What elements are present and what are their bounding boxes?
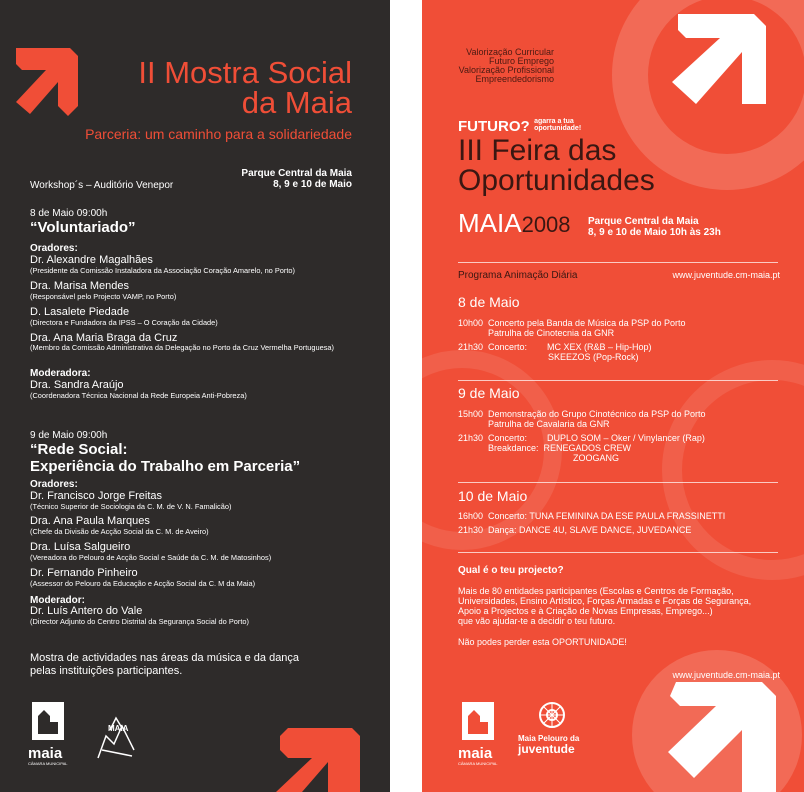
moderator-name: Dra. Sandra Araújo [30,379,124,391]
feira-oportunidades-panel [422,0,804,792]
participants-paragraph: Mais de 80 entidades participantes (Escolas e Centros de Formação, Universidades, Ensino Artístico, Forças Armadas e Forças de Segurança, Apoio a Projectos e à Criação de Novas Empresas, Emprego...) que vão ajudar-te a decidir o teu futuro. [458,586,752,626]
schedule-row: ZOOGANG [488,453,620,463]
feira-venue: Parque Central da Maia 8, 9 e 10 de Maio 10h às 23h [588,216,721,238]
speaker-name: Dr. Fernando Pinheiro [30,567,138,579]
flower-icon [532,700,572,730]
juventude-url-link[interactable]: www.juventude.cm-maia.pt [672,270,780,280]
mostra-maia-logo: MAIA [92,706,142,766]
cta-text: Não podes perder esta OPORTUNIDADE! [458,637,627,647]
workshops-heading: Workshop´s – Auditório Venepor [30,180,174,191]
day3-schedule [458,511,725,535]
maia-municipal-logo: maia CÂMARA MUNICIPAL [28,700,84,766]
program-label: Programa Animação Diária [458,270,578,281]
juventude-url-link-bottom[interactable]: www.juventude.cm-maia.pt [672,670,780,680]
schedule-row: 21h30 Concerto: MC XEX (R&B – Hip-Hop) [458,342,652,352]
speaker-role: (Responsável pelo Projecto VAMP, no Porto) [30,292,177,301]
speaker-role: (Presidente da Comissão Instaladora da Associação Coração Amarelo, no Porto) [30,266,295,275]
day3-title: 10 de Maio [458,488,528,504]
deco-ring [662,360,804,580]
speaker-name: Dr. Alexandre Magalhães [30,254,153,266]
speaker-name: Dra. Luísa Salgueiro [30,541,131,553]
divider [458,482,778,483]
session2-datetime: 9 de Maio 09:00h [30,430,108,441]
speaker-name: Dra. Ana Paula Marques [30,515,150,527]
maia-emblem-icon [458,700,498,742]
speaker-name: Dra. Ana Maria Braga da Cruz [30,332,178,344]
schedule-row: Patrulha de Cavalaria da GNR [488,419,610,429]
schedule-row: 21h30 Concerto: DUPLO SOM – Oker / Vinylancer (Rap) [458,433,705,443]
day1-schedule [458,318,685,362]
session1-moderadora-label: Moderadora: [30,368,91,379]
maia-emblem-icon [28,700,68,742]
maia-municipal-logo: maia CÂMARA MUNICIPAL [458,700,514,766]
speaker-role: (Vereadora do Pelouro de Acção Social e Saúde da C. M. de Matosinhos) [30,553,272,562]
speaker-name: D. Lasalete Piedade [30,306,130,318]
arrow-logo-icon [668,8,788,128]
divider [458,380,778,381]
session1-oradores-label: Oradores: [30,243,78,254]
mostra-subtitle: Parceria: um caminho para a solidariedade [85,126,352,142]
mostra-sketch-icon [92,706,142,766]
session2-oradores-label: Oradores: [30,479,78,490]
speaker-name: Dr. Francisco Jorge Freitas [30,490,163,502]
mostra-title: II Mostra Social da Maia [138,55,352,120]
mostra-venue: Parque Central da Maia 8, 9 e 10 de Maio [241,168,352,190]
feira-title: III Feira das Oportunidades [458,134,655,197]
arrow-bottom-icon [658,674,788,792]
schedule-row: 16h00 Concerto: TUNA FEMININA DA ESE PAULA FRASSINETTI [458,511,726,521]
schedule-row: Breakdance: RENEGADOS CREW [488,443,632,453]
speaker-role: (Assessor do Pelouro da Educação e Acção Social da C. M da Maia) [30,579,256,588]
project-question: Qual é o teu projecto? [458,565,564,576]
speaker-role: (Técnico Superior de Sociologia da C. M. de V. N. Famalicão) [30,502,232,511]
speaker-role: (Membro da Comissão Administrativa da Delegação no Porto da Cruz Vermelha Portuguesa) [30,343,334,352]
schedule-row: SKEEZOS (Pop-Rock) [488,352,639,362]
schedule-row: 21h30 Dança: DANCE 4U, SLAVE DANCE, JUVEDANCE [458,525,692,535]
maia2008-wordmark: MAIA2008 [458,208,571,238]
day2-schedule [458,409,705,463]
moderator-role: (Director Adjunto do Centro Distrital da Segurança Social do Porto) [30,617,249,626]
futuro-tagline: FUTURO? agarra a tua oportunidade! [458,118,582,135]
speaker-name: Dra. Marisa Mendes [30,280,130,292]
schedule-row: 10h00 Concerto pela Banda de Música da PSP do Porto [458,318,686,328]
arrow-logo-icon [10,44,88,134]
speaker-role: (Directora e Fundadora da IPSS – O Coração da Cidade) [30,318,218,327]
session2-moderador-label: Moderador: [30,595,85,606]
session1-title: “Voluntariado” [30,219,136,236]
divider [458,552,778,553]
session2-title: “Rede Social: Experiência do Trabalho em Parceria” [30,441,301,475]
arrow-bottom-icon [268,722,364,792]
pelouro-juventude-logo: Maia Pelouro da juventude [518,700,588,755]
moderator-role: (Coordenadora Técnica Nacional da Rede Europeia Anti-Pobreza) [30,391,247,400]
day2-title: 9 de Maio [458,385,520,401]
speaker-role: (Chefe da Divisão de Acção Social da C. M. de Aveiro) [30,527,209,536]
divider [458,262,778,263]
moderator-name: Dr. Luís Antero do Vale [30,605,143,617]
feira-tags: Valorização Curricular Futuro Emprego Valorização Profissional Empreendedorismo [458,47,554,84]
day1-title: 8 de Maio [458,294,520,310]
schedule-row: 15h00 Demonstração do Grupo Cinotécnico da PSP do Porto [458,409,706,419]
mostra-footer: Mostra de actividades nas áreas da música e da dança pelas instituições participantes. [30,652,300,677]
schedule-row: Patrulha de Cinotecnia da GNR [488,328,615,338]
session1-datetime: 8 de Maio 09:00h [30,208,108,219]
mostra-social-panel [0,0,390,792]
